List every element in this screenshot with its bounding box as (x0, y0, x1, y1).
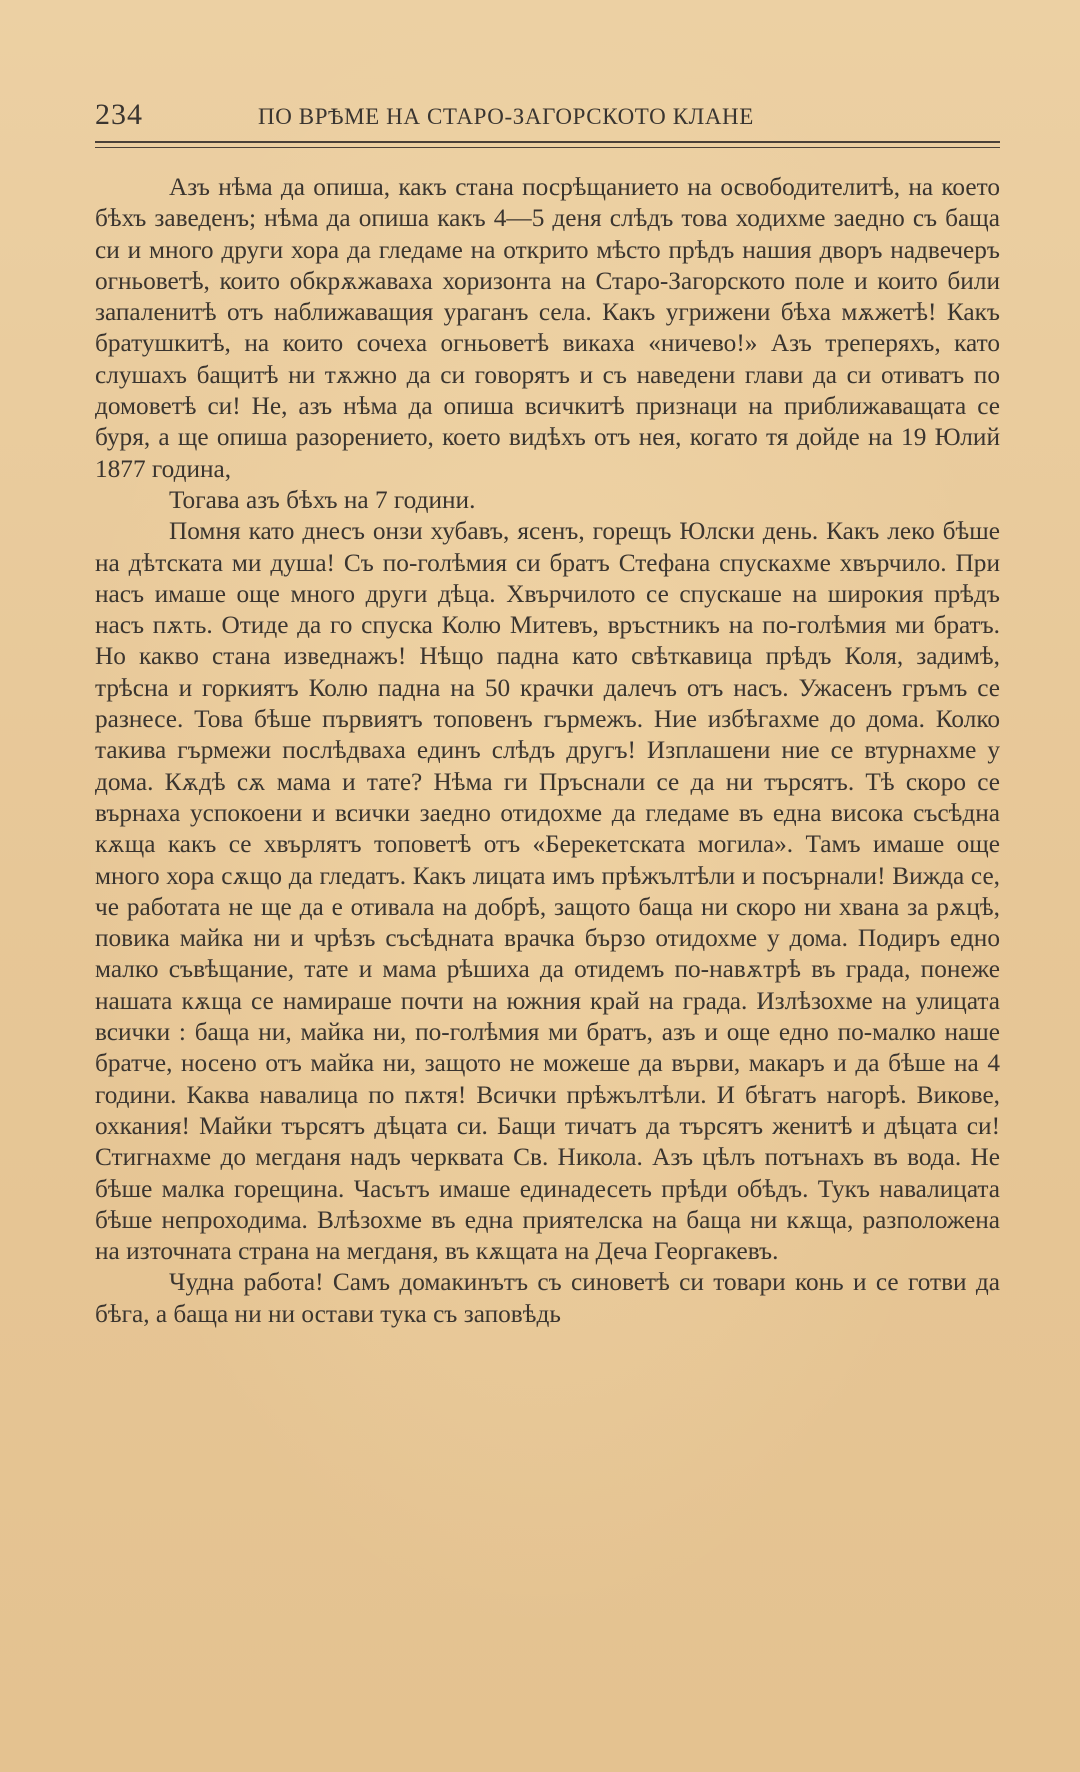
paragraph: Чудна работа! Самъ домакинътъ съ синоветѣ си товари конь и се готви да бѣга, а баща ни ни остави тука съ заповѣдь (95, 1268, 1000, 1328)
paragraph: Тогава азъ бѣхъ на 7 години. (169, 485, 476, 514)
running-title: ПО ВРѢМЕ НА СТАРО-ЗАГОРСКОТО КЛАНЕ (258, 104, 754, 129)
page-number: 234 (95, 98, 143, 131)
body-text (95, 172, 1000, 1330)
paragraph: Азъ нѣма да опиша, какъ стана посрѣщанието на освободителитѣ, на което бѣхъ заведенъ; нѣма да опиша какъ 4—5 деня слѣдъ това ходихме заедно съ баща си и много други хора да гледаме на открито мѣсто прѣдъ нашия дворъ надвечеръ огньоветѣ, които обкрѫжаваха хоризонта на Старо-Загорското поле и които били запаленитѣ отъ наближаващия ураганъ села. Какъ угрижени бѣха мѫжетѣ! Какъ братушкитѣ, на които сочеха огньоветѣ викаха «ничево!» Азъ треперяхъ, като слушахъ бащитѣ ни тѫжно да си говорятъ и съ наведени глави да си отиватъ по домоветѣ си! Не, азъ нѣма да опиша всичкитѣ признаци на приближаващата се буря, а ще опиша разорението, което видѣхъ отъ нея, когато тя дойде на 19 Юлий 1877 година, (95, 173, 1000, 483)
header-rule (95, 141, 1000, 143)
paragraph: Помня като днесъ онзи хубавъ, ясенъ, горещъ Юлски день. Какъ леко бѣше на дѣтската ми душа! Съ по-голѣмия си братъ Стефана спускахме хвърчило. При насъ имаше още много други дѣца. Хвърчилото се спускаше на широкия прѣдъ насъ пѫть. Отиде да го спуска Колю Митевъ, връстникъ на по-голѣмия ми братъ. Но какво стана изведнажъ! Нѣщо падна като свѣткавица прѣдъ Коля, задимѣ, трѣсна и горкиятъ Колю падна на 50 крачки далечъ отъ насъ. Ужасенъ гръмъ се разнесе. Това бѣше първиятъ топовенъ гърмежъ. Ние избѣгахме до дома. Колко такива гърмежи послѣдваха единъ слѣдъ другъ! Изплашени ние се втурнахме у дома. Кѫдѣ сѫ мама и тате? Нѣма ги Пръснали се да ни търсятъ. Тѣ скоро се върнаха успокоени и всички заедно отидохме да гледаме въ една висока съсѣдна кѫща какъ се хвърлятъ топоветѣ отъ «Берекетската могила». Тамъ имаше още много хора сѫщо да гледатъ. Какъ лицата имъ прѣжълтѣли и посърнали! Вижда се, че работата не ще да е отивала на добрѣ, защото баща ни скоро ни хвана за рѫцѣ, повика майка ни и чрѣзъ съсѣдната врачка бързо отидохме у дома. Подиръ едно малко съвѣщание, тате и мама рѣшиха да отидемъ по-навѫтрѣ въ града, понеже нашата кѫща се намираше почти на южния край на града. Излѣзохме на улицата всички : баща ни, майка ни, по-голѣмия ми братъ, азъ и още едно по-малко наше братче, носено отъ майка ни, защото не можеше да върви, макаръ и да бѣше на 4 години. Каква навалица по пѫтя! Всички прѣжълтѣли. И бѣгатъ нагорѣ. Викове, охкания! Майки търсятъ дѣцата си. Бащи тичатъ да търсятъ женитѣ и дѣцата си! Стигнахме до мегданя надъ черквата Св. Никола. Азъ цѣлъ потънахъ въ вода. Не бѣше малка горещина. Часътъ имаше единадесеть прѣди обѣдъ. Тукъ навалицата бѣше непроходима. Влѣзохме въ една приятелска на баща ни кѫща, разположена на източната страна на мегданя, въ кѫщата на Деча Георгакевъ. (95, 517, 1000, 1266)
page-header (95, 98, 1000, 138)
header-rule-thin (95, 147, 1000, 148)
